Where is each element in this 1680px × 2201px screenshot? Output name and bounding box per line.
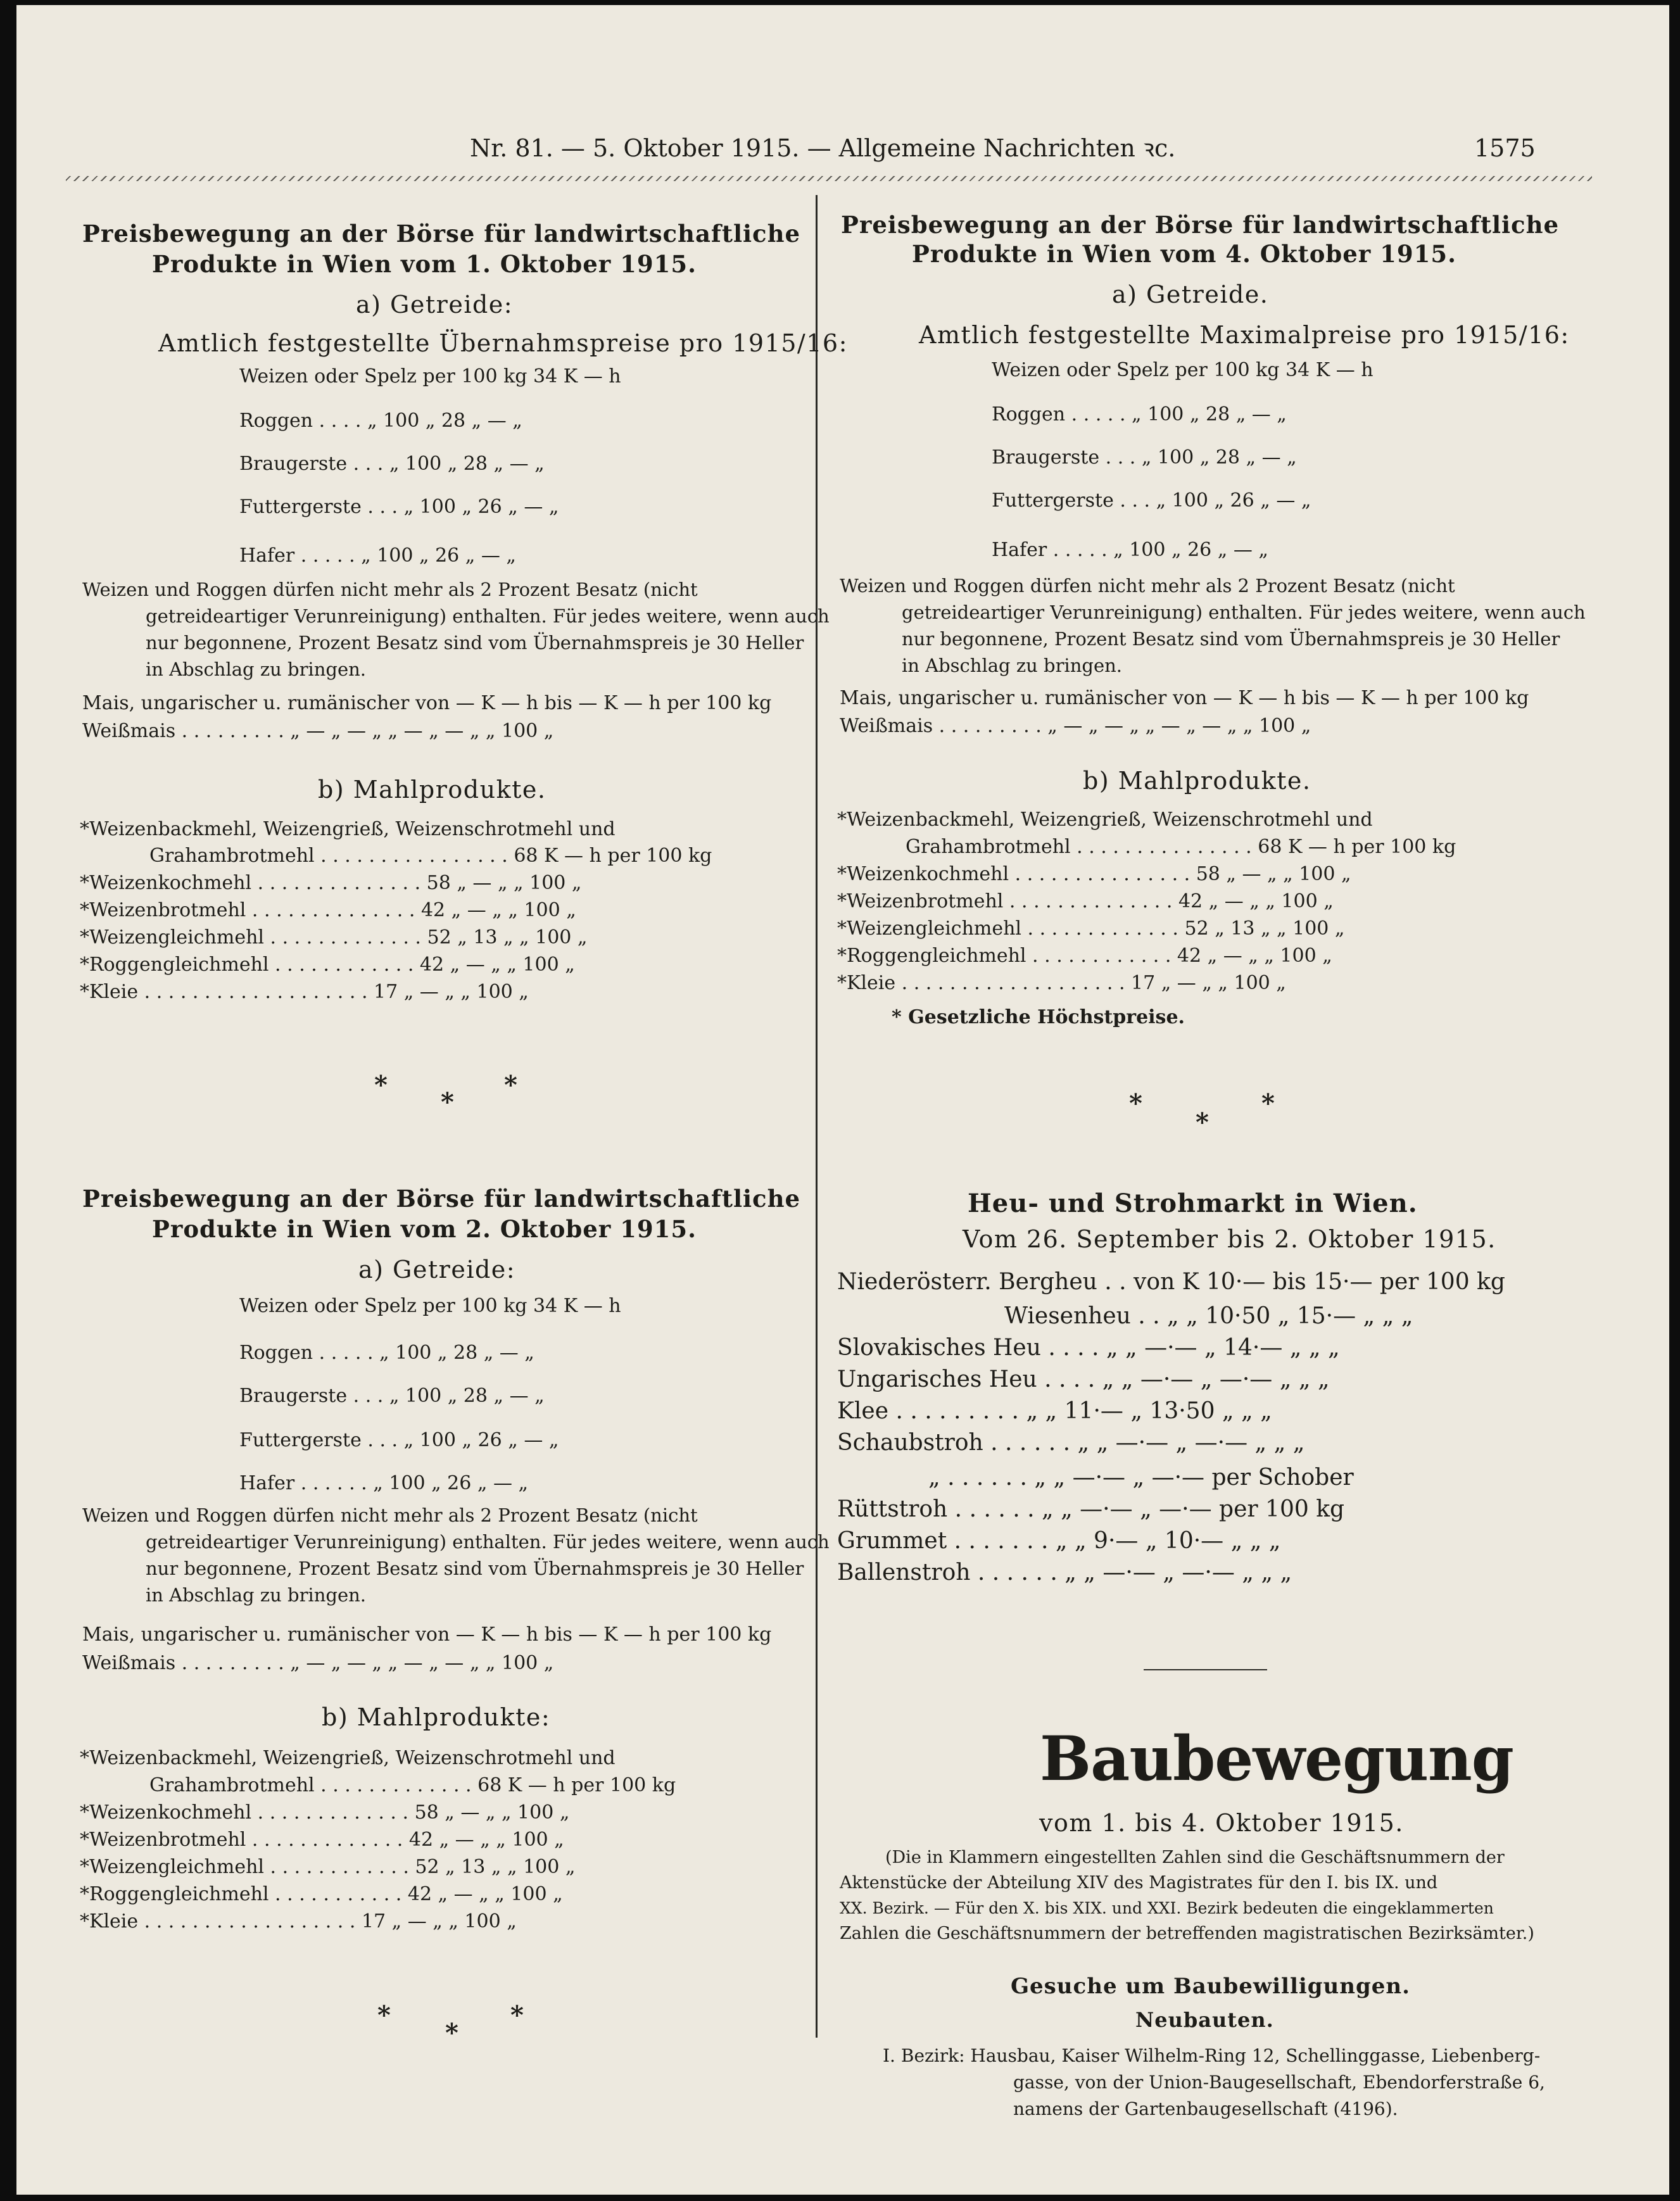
price-row: Weizen oder Spelz per 100 kg 34 K — h [239,1295,621,1317]
price-row: Hafer . . . . . „ 100 „ 26 „ — „ [992,539,1268,561]
note-line: Weizen und Roggen dürfen nicht mehr als 2 Prozent Besatz (nicht [82,579,698,600]
note-line: getreideartiger Verunreinigung) enthalten. Für jedes weitere, wenn auch [146,605,830,627]
footnote: * Gesetzliche Höchstpreise. [892,1006,1185,1028]
price-row: *Weizengleichmehl . . . . . . . . . . . . 52 „ 13 „ „ 100 „ [80,1856,576,1878]
separator-star: * [1129,1088,1142,1118]
price-row: Braugerste . . . „ 100 „ 28 „ — „ [239,1385,545,1407]
note-line: in Abschlag zu bringen. [146,1584,366,1606]
permit-entry: I. Bezirk: Hausbau, Kaiser Wilhelm-Ring 12, Schellinggasse, Liebenberg- [883,2045,1541,2066]
price-row: Braugerste . . . „ 100 „ 28 „ — „ [239,453,545,475]
price-row: Futtergerste . . . „ 100 „ 26 „ — „ [239,1429,559,1451]
hay-price-row: Rüttstroh . . . . . . „ „ —·— „ —·— per 100 kg [837,1496,1345,1522]
note-line: nur begonnene, Prozent Besatz sind vom Übernahmspreis je 30 Heller [146,1558,804,1579]
note-line: nur begonnene, Prozent Besatz sind vom Übernahmspreis je 30 Heller [146,632,804,653]
price-row: Grahambrotmehl . . . . . . . . . . . . . . . 68 K — h per 100 kg [906,836,1456,858]
separator-star: * [441,1087,454,1117]
report-title: Preisbewegung an der Börse für landwirtschaftliche [82,220,801,248]
section-heading: a) Getreide: [358,1256,516,1283]
price-row: *Weizengleichmehl . . . . . . . . . . . . . 52 „ 13 „ „ 100 „ [837,918,1345,940]
note-line: in Abschlag zu bringen. [902,655,1122,676]
price-row: *Weizenbackmehl, Weizengrieß, Weizenschrotmehl und [80,818,616,840]
report-title: Preisbewegung an der Börse für landwirtschaftliche [82,1185,801,1213]
price-row: Hafer . . . . . . „ 100 „ 26 „ — „ [239,1472,529,1494]
date-range: vom 1. bis 4. Oktober 1915. [1039,1809,1404,1837]
hay-price-row: Slovakisches Heu . . . . „ „ —·— „ 14·— „ „ „ [837,1335,1340,1361]
report-title: Produkte in Wien vom 4. Oktober 1915. [912,240,1457,268]
price-row: *Weizenkochmehl . . . . . . . . . . . . . . 58 „ — „ „ 100 „ [80,872,582,894]
price-row: Futtergerste . . . „ 100 „ 26 „ — „ [239,496,559,518]
separator-star: * [1196,1107,1209,1137]
date-range: Vom 26. September bis 2. Oktober 1915. [963,1225,1496,1253]
price-row: Mais, ungarischer u. rumänischer von — K — h bis — K — h per 100 kg [840,687,1529,709]
price-row: *Kleie . . . . . . . . . . . . . . . . . . 17 „ — „ „ 100 „ [80,1910,517,1933]
permit-entry: namens der Gartenbaugesellschaft (4196). [1013,2098,1398,2119]
price-row: Braugerste . . . „ 100 „ 28 „ — „ [992,446,1297,469]
note-line: Weizen und Roggen dürfen nicht mehr als 2 Prozent Besatz (nicht [840,575,1455,596]
price-row: Mais, ungarischer u. rumänischer von — K — h bis — K — h per 100 kg [82,1624,772,1646]
issue-header: Nr. 81. — 5. Oktober 1915. — Allgemeine Nachrichten ꝛc. [470,134,1176,162]
price-row: Futtergerste . . . „ 100 „ 26 „ — „ [992,489,1311,512]
price-row: Weißmais . . . . . . . . . „ — „ — „ „ — „ — „ „ 100 „ [82,720,554,742]
price-row: *Kleie . . . . . . . . . . . . . . . . . . . 17 „ — „ „ 100 „ [80,981,529,1003]
intro-line: Aktenstücke der Abteilung XIV des Magistrates für den I. bis IX. und [840,1873,1438,1893]
report-title: Preisbewegung an der Börse für landwirtschaftliche [841,211,1560,239]
price-row: Roggen . . . . . „ 100 „ 28 „ — „ [992,403,1287,426]
separator-star: * [1261,1088,1275,1118]
intro-line: XX. Bezirk. — Für den X. bis XIX. und XXI. Bezirk bedeuten die eingeklammerten [840,1899,1494,1917]
intro-text: Amtlich festgestellte Maximalpreise pro 1915/16: [919,321,1570,349]
section-rule [1144,1669,1267,1670]
newspaper-page [16,5,1669,2195]
price-row: *Weizenbrotmehl . . . . . . . . . . . . . 42 „ — „ „ 100 „ [80,1829,564,1851]
price-row: Roggen . . . . „ 100 „ 28 „ — „ [239,410,522,432]
column-divider [816,195,818,2038]
price-row: Weizen oder Spelz per 100 kg 34 K — h [239,365,621,388]
price-row: Grahambrotmehl . . . . . . . . . . . . . . . . 68 K — h per 100 kg [149,845,712,867]
section-heading: b) Mahlprodukte. [1083,767,1311,795]
report-title: Produkte in Wien vom 1. Oktober 1915. [152,250,697,278]
intro-line: Zahlen die Geschäftsnummern der betreffenden magistratischen Bezirksämter.) [840,1924,1534,1943]
note-line: in Abschlag zu bringen. [146,659,366,680]
report-title: Produkte in Wien vom 2. Oktober 1915. [152,1215,697,1243]
separator-star: * [374,1070,388,1100]
price-row: *Weizenkochmehl . . . . . . . . . . . . . . . 58 „ — „ „ 100 „ [837,863,1351,885]
price-row: Weißmais . . . . . . . . . „ — „ — „ „ — „ — „ „ 100 „ [840,715,1311,737]
section-heading: a) Getreide. [1112,281,1269,308]
intro-line: (Die in Klammern eingestellten Zahlen sind die Geschäftsnummern der [885,1848,1505,1867]
separator-star: * [377,2000,391,2030]
subsection-title: Neubauten. [1135,2008,1274,2032]
section-heading: b) Mahlprodukte: [322,1703,551,1731]
hay-price-row: Grummet . . . . . . . „ „ 9·— „ 10·— „ „ „ [837,1528,1281,1554]
header-rule [66,176,1592,181]
report-title: Heu- und Strohmarkt in Wien. [968,1189,1418,1218]
price-row: Mais, ungarischer u. rumänischer von — K — h bis — K — h per 100 kg [82,692,772,714]
price-row: *Kleie . . . . . . . . . . . . . . . . . . . 17 „ — „ „ 100 „ [837,972,1286,994]
price-row: Weißmais . . . . . . . . . „ — „ — „ „ — „ — „ „ 100 „ [82,1652,554,1674]
note-line: getreideartiger Verunreinigung) enthalten. Für jedes weitere, wenn auch [902,602,1586,623]
hay-price-row: Wiesenheu . . „ „ 10·50 „ 15·— „ „ „ [1004,1303,1413,1329]
price-row: *Weizengleichmehl . . . . . . . . . . . . . 52 „ 13 „ „ 100 „ [80,926,588,949]
note-line: nur begonnene, Prozent Besatz sind vom Übernahmspreis je 30 Heller [902,628,1560,650]
price-row: *Roggengleichmehl . . . . . . . . . . . . 42 „ — „ „ 100 „ [80,954,575,976]
price-row: *Weizenbrotmehl . . . . . . . . . . . . . . 42 „ — „ „ 100 „ [80,899,576,921]
price-row: Roggen . . . . . „ 100 „ 28 „ — „ [239,1342,534,1364]
separator-star: * [445,2018,458,2048]
separator-star: * [510,2000,524,2030]
hay-price-row: Schaubstroh . . . . . . „ „ —·— „ —·— „ „ „ [837,1430,1305,1456]
price-row: Weizen oder Spelz per 100 kg 34 K — h [992,359,1374,381]
section-headline: Baubewegung [1040,1723,1513,1794]
price-row: Hafer . . . . . „ 100 „ 26 „ — „ [239,545,516,567]
hay-price-row: „ . . . . . . „ „ —·— „ —·— per Schober [928,1465,1354,1491]
hay-price-row: Klee . . . . . . . . . „ „ 11·— „ 13·50 „ „ „ [837,1398,1272,1424]
price-row: *Weizenbrotmehl . . . . . . . . . . . . . . 42 „ — „ „ 100 „ [837,890,1334,912]
section-heading: b) Mahlprodukte. [318,776,546,804]
hay-price-row: Niederösterr. Bergheu . . von K 10·— bis 15·— per 100 kg [837,1269,1505,1295]
price-row: *Weizenbackmehl, Weizengrieß, Weizenschrotmehl und [837,809,1373,831]
price-row: *Weizenkochmehl . . . . . . . . . . . . . 58 „ — „ „ 100 „ [80,1801,570,1824]
price-row: *Weizenbackmehl, Weizengrieß, Weizenschrotmehl und [80,1747,616,1769]
note-line: getreideartiger Verunreinigung) enthalten. Für jedes weitere, wenn auch [146,1531,830,1553]
price-row: *Roggengleichmehl . . . . . . . . . . . 42 „ — „ „ 100 „ [80,1883,563,1905]
price-row: Grahambrotmehl . . . . . . . . . . . . . 68 K — h per 100 kg [149,1774,676,1796]
page-number: 1575 [1474,134,1536,162]
hay-price-row: Ungarisches Heu . . . . „ „ —·— „ —·— „ „ „ [837,1366,1330,1392]
hay-price-row: Ballenstroh . . . . . . „ „ —·— „ —·— „ „ „ [837,1560,1292,1586]
permit-entry: gasse, von der Union-Baugesellschaft, Ebendorferstraße 6, [1013,2072,1545,2093]
subsection-title: Gesuche um Baubewilligungen. [1011,1974,1410,1999]
price-row: *Roggengleichmehl . . . . . . . . . . . . 42 „ — „ „ 100 „ [837,945,1332,967]
intro-text: Amtlich festgestellte Übernahmspreise pro 1915/16: [158,329,848,357]
section-heading: a) Getreide: [356,291,514,318]
separator-star: * [504,1070,517,1100]
note-line: Weizen und Roggen dürfen nicht mehr als 2 Prozent Besatz (nicht [82,1504,698,1526]
